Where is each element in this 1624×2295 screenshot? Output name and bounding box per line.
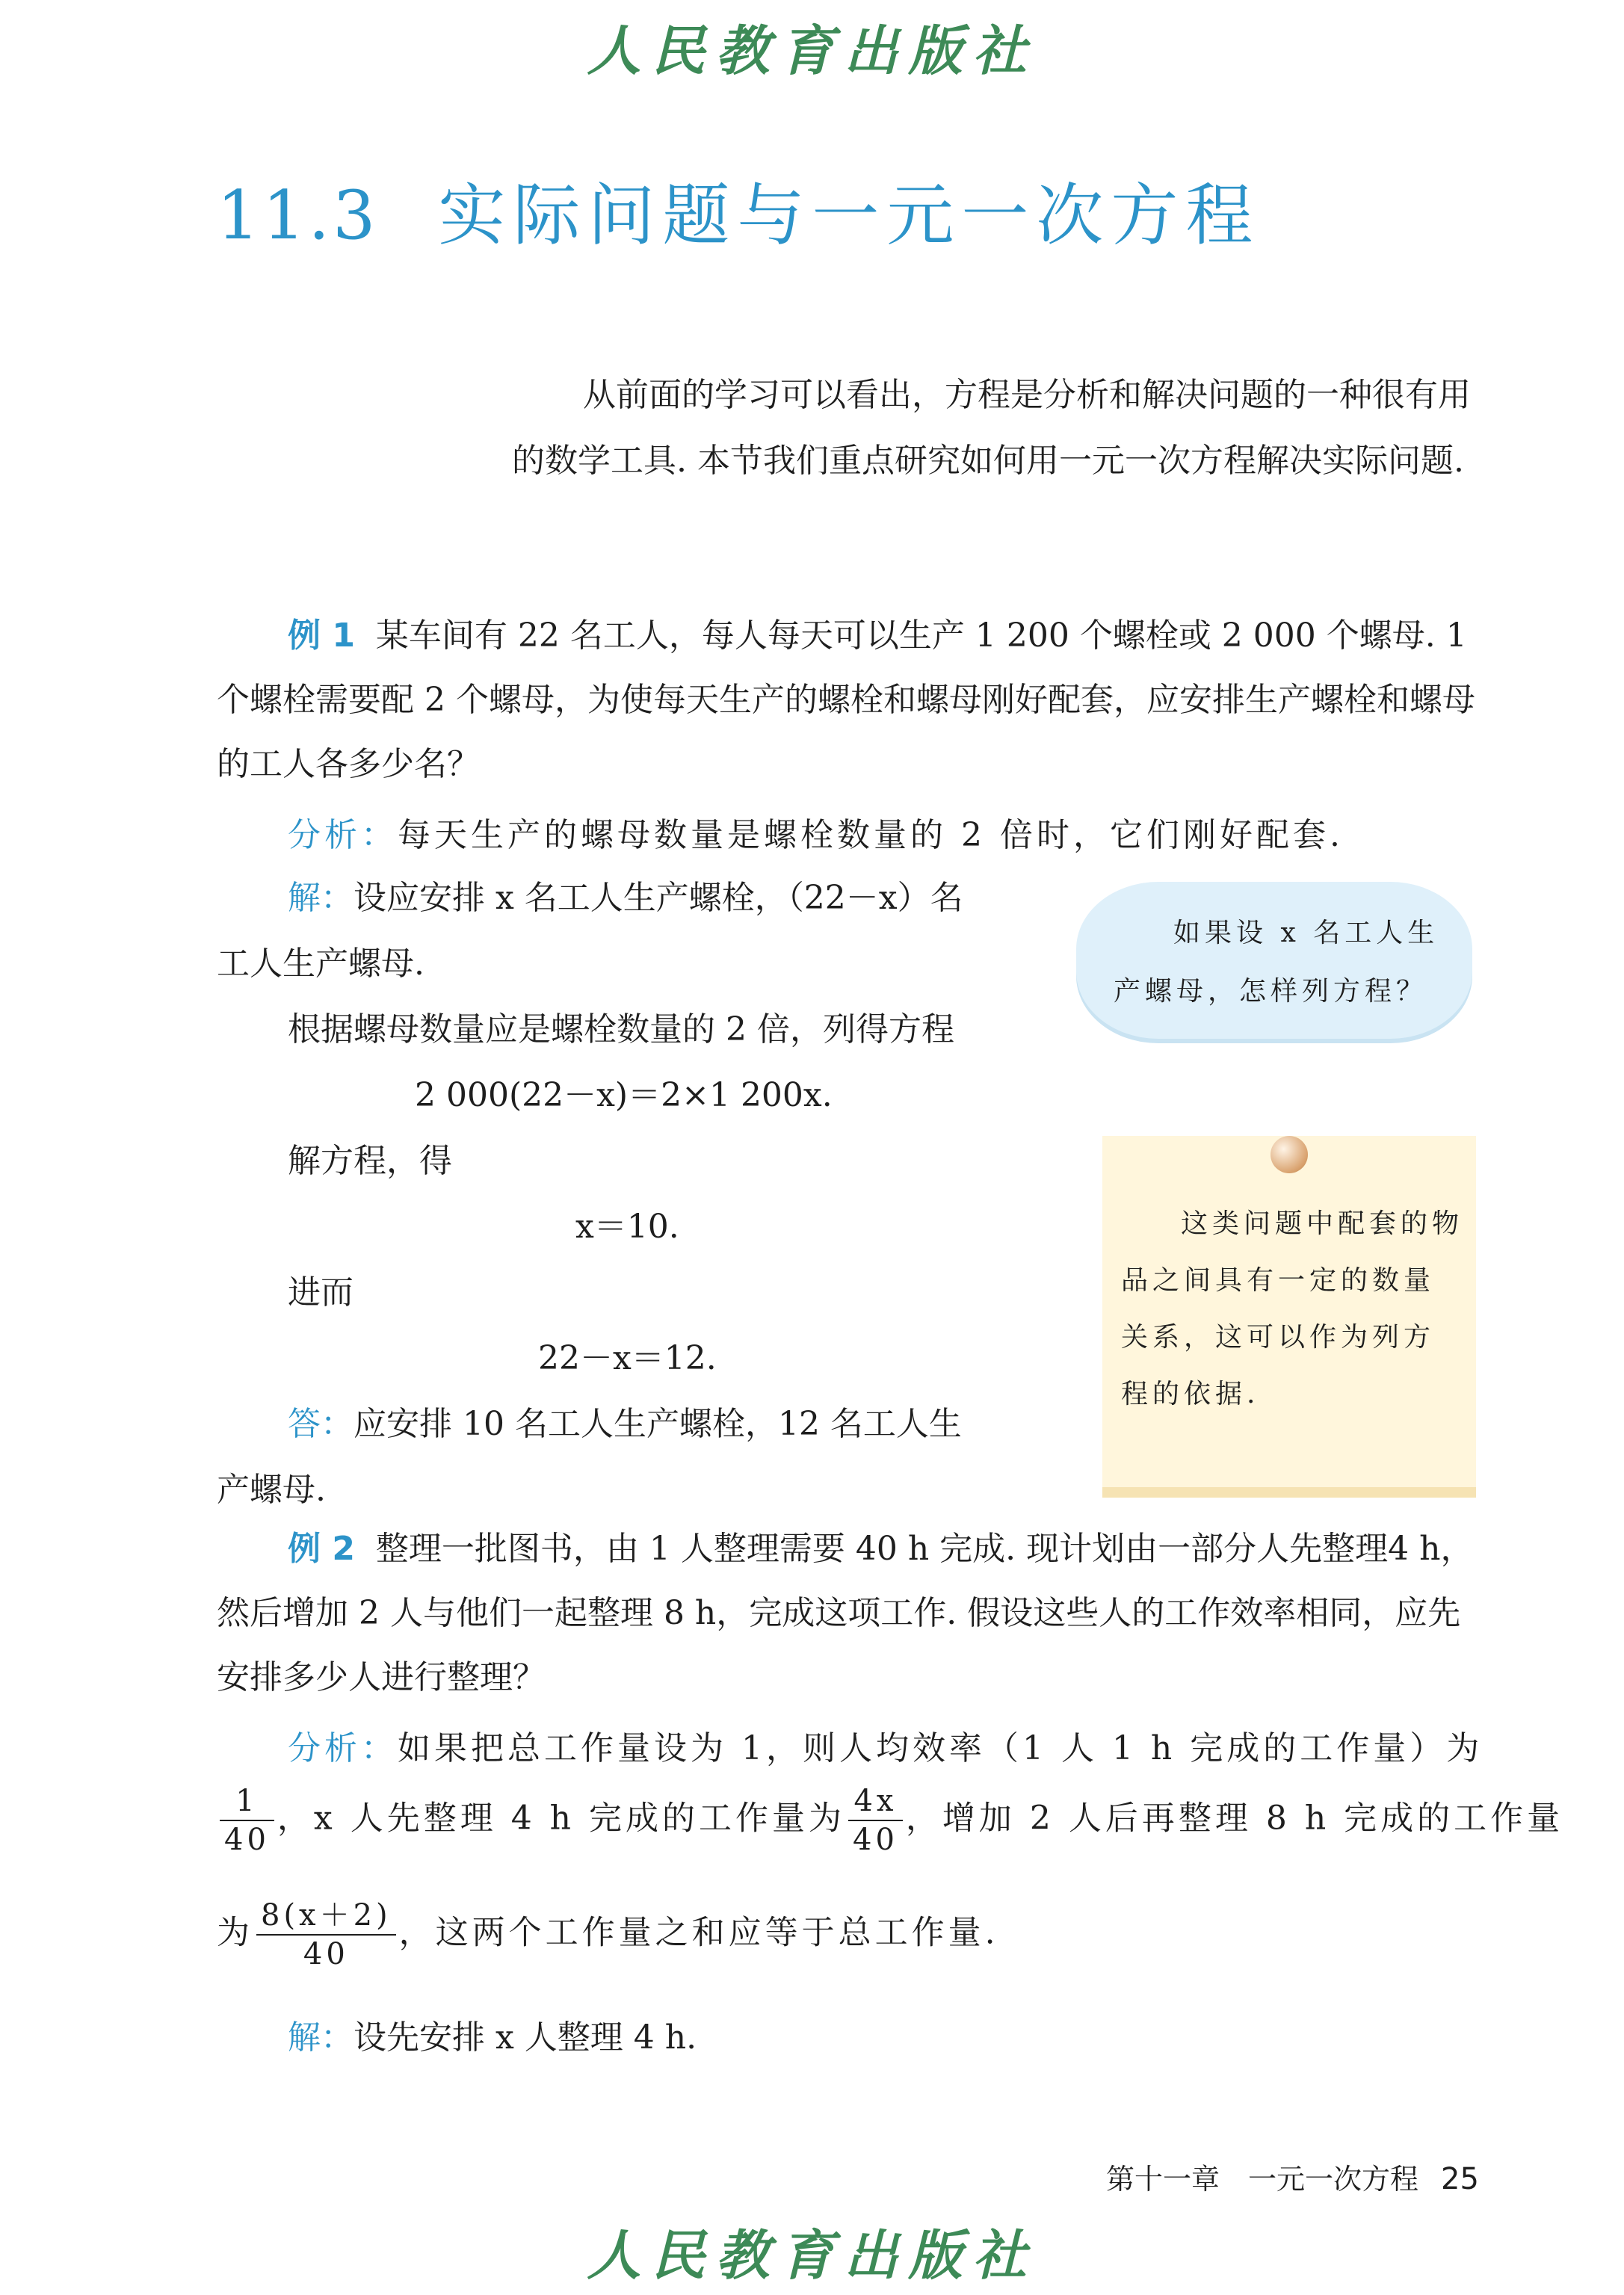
example2-analysis-line2 <box>217 1782 1563 1859</box>
example2-analysis-label: 分析： <box>288 1729 398 1767</box>
example1-analysis-text: 每天生产的螺母数量是螺栓数量的 2 倍时，它们刚好配套. <box>398 816 1344 854</box>
example1-solution-line1 <box>288 871 963 918</box>
example1-answer-line1 <box>288 1397 962 1445</box>
page-number: 25 <box>1441 2162 1479 2196</box>
example1-label: 例 1 <box>288 617 355 655</box>
example2-problem <box>217 1517 1487 1710</box>
example1-result2: 22－x＝12. <box>538 1339 717 1377</box>
example2-label: 例 2 <box>288 1530 355 1568</box>
example1-analysis-label: 分析： <box>288 816 398 854</box>
example1-analysis <box>217 803 1487 868</box>
example2-solution <box>288 2010 697 2058</box>
section-title-text: 实际问题与一元一次方程 <box>438 176 1261 255</box>
example1-solution-label: 解： <box>288 879 353 917</box>
cloud-tip-text: 如果设 x 名工人生产螺母，怎样列方程？ <box>1114 918 1439 1007</box>
example1-problem <box>217 604 1487 797</box>
example2-analysis-text5: ，这两个工作量之和应等于总工作量. <box>398 1913 999 1952</box>
fraction-4x-over-40: $\frac{4x}{40}$ <box>848 1782 903 1859</box>
example1-equation: 2 000(22－x)＝2×1 200x. <box>415 1076 833 1114</box>
page-footer <box>1106 2156 1479 2197</box>
example2-analysis-line1 <box>217 1717 1487 1781</box>
example1-answer-line2: 产螺母. <box>217 1471 326 1509</box>
example2-solution-text: 设先安排 x 人整理 4 h. <box>353 2018 697 2057</box>
example1-answer-label: 答： <box>288 1405 353 1443</box>
section-title <box>217 161 1260 258</box>
example1-solve-text: 解方程，得 <box>288 1142 452 1180</box>
example1-solution-line2: 工人生产螺母. <box>217 945 424 983</box>
intro-paragraph: 从前面的学习可以看出，方程是分析和解决问题的一种很有用的数学工具. 本节我们重点研究如何用一元一次方程解决实际问题. <box>512 376 1471 480</box>
example2-analysis-text1: 如果把总工作量设为 1，则人均效率（1 人 1 h 完成的工作量）为 <box>398 1729 1483 1767</box>
section-number: 11.3 <box>217 176 379 255</box>
example2-analysis-text4: 为 <box>217 1913 253 1952</box>
example2-analysis-line3 <box>217 1897 999 1973</box>
publisher-logo-bottom: 人民教育出版社 <box>587 2223 1037 2287</box>
example2-analysis-text3: ，增加 2 人后再整理 8 h 完成的工作量 <box>905 1799 1564 1838</box>
publisher-logo-top: 人民教育出版社 <box>587 19 1037 82</box>
example2-problem-text: 整理一批图书，由 1 人整理需要 40 h 完成. 现计划由一部分人先整理4 h，然后增加 2 人与他们一起整理 8 h，完成这项工作. 假设这些人的工作效率相同，应先安排多少人进行整理？ <box>217 1530 1474 1696</box>
example1-result1: x＝10. <box>575 1208 679 1246</box>
example2-analysis-text2: ，x 人先整理 4 h 完成的工作量为 <box>277 1799 845 1838</box>
example1-solution-text1: 设应安排 x 名工人生产螺栓，（22－x）名 <box>353 879 963 917</box>
fraction-8x2-over-40: $\frac{8(x+2)}{40}$ <box>256 1897 396 1973</box>
fraction-1-over-40: $\frac{1}{40}$ <box>220 1782 274 1859</box>
example1-solution-line3: 根据螺母数量应是螺栓数量的 2 倍，列得方程 <box>288 1010 954 1048</box>
example1-answer-text1: 应安排 10 名工人生产螺栓，12 名工人生 <box>353 1405 962 1443</box>
pin-icon <box>1271 1136 1308 1173</box>
sticky-note-text: 这类问题中配套的物品之间具有一定的数量关系，这可以作为列方程的依据. <box>1121 1208 1464 1409</box>
example1-problem-text: 某车间有 22 名工人，每人每天可以生产 1 200 个螺栓或 2 000 个螺母. 1 个螺栓需要配 2 个螺母，为使每天生产的螺栓和螺母刚好配套，应安排生产螺栓和螺母的工人各多少名？ <box>217 617 1475 783</box>
chapter-title: 第十一章 一元一次方程 <box>1106 2163 1419 2196</box>
example1-then-text: 进而 <box>288 1273 353 1312</box>
example2-solution-label: 解： <box>288 2018 353 2057</box>
